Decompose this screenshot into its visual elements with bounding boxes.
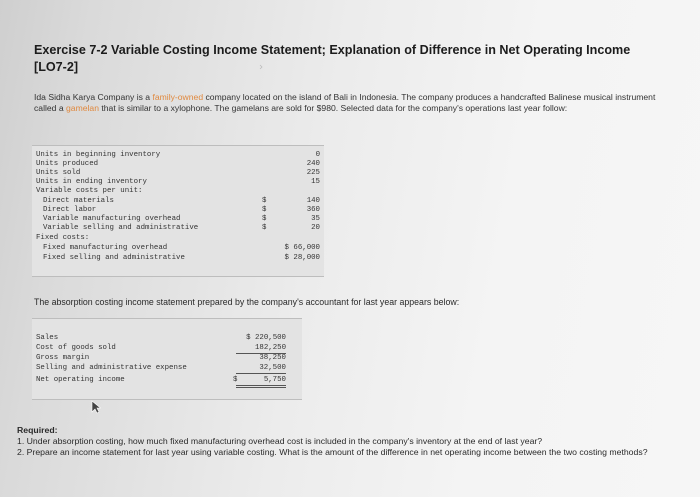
intro-highlight-family-owned: family-owned — [152, 92, 204, 102]
table-row: Units in beginning inventory 0 — [36, 151, 320, 159]
operations-data-table — [32, 145, 324, 277]
table-row: Units in ending inventory 15 — [36, 178, 320, 186]
table-row: Units sold 225 — [36, 169, 320, 177]
table-row: Direct labor $ 360 — [43, 206, 320, 214]
table-row: Variable selling and administrative $ 20 — [43, 224, 320, 232]
table-row: Cost of goods sold 182,250 — [36, 344, 286, 352]
mouse-cursor-icon — [91, 400, 101, 414]
income-statement-intro: The absorption costing income statement prepared by the company's accountant for last year appears below: — [34, 297, 460, 307]
table-row: Direct materials $ 140 — [43, 197, 320, 205]
intro-highlight-gamelan: gamelan — [66, 103, 99, 113]
table-row: Fixed manufacturing overhead $ 66,000 — [43, 244, 320, 252]
table-row: Gross margin 38,250 — [36, 354, 286, 362]
title-line-2: [LO7-2] — [34, 60, 79, 74]
intro-paragraph — [34, 92, 664, 114]
small-tick-mark-icon — [259, 64, 264, 70]
table-row: Units produced 240 — [36, 160, 320, 168]
absorption-income-statement-table — [32, 318, 302, 400]
required-section — [17, 425, 667, 458]
table-row: Selling and administrative expense 32,500 — [36, 364, 286, 372]
table-row: Net operating income $ 5,750 — [32, 376, 302, 385]
required-heading: Required: — [17, 425, 58, 435]
intro-text-1: Ida Sidha Karya Company is a — [34, 92, 153, 102]
table-row: Sales $ 220,500 — [36, 334, 286, 342]
table-row: Variable manufacturing overhead $ 35 — [43, 215, 320, 223]
title-line-1: Exercise 7-2 Variable Costing Income Statement; Explanation of Difference in Net Operating Income — [34, 43, 631, 57]
exercise-title — [34, 42, 674, 76]
table-row: Fixed costs: — [36, 234, 90, 242]
table-row: Variable costs per unit: — [36, 187, 143, 195]
question-2: 2. Prepare an income statement for last year using variable costing. What is the amount of the difference in net operating income between the two costing methods? — [17, 447, 648, 457]
table-row: Fixed selling and administrative $ 28,000 — [43, 254, 320, 262]
question-1: 1. Under absorption costing, how much fixed manufacturing overhead cost is included in the company's inventory at the end of last year? — [17, 436, 543, 446]
intro-text-3: that is similar to a xylophone. The gamelans are sold for $980. Selected data for the company's operations last year follow: — [98, 103, 568, 113]
intro-text-2: company located on the island of Bali in Indonesia. The company produces a handcrafted Balinese musical instrument called a — [34, 92, 656, 113]
